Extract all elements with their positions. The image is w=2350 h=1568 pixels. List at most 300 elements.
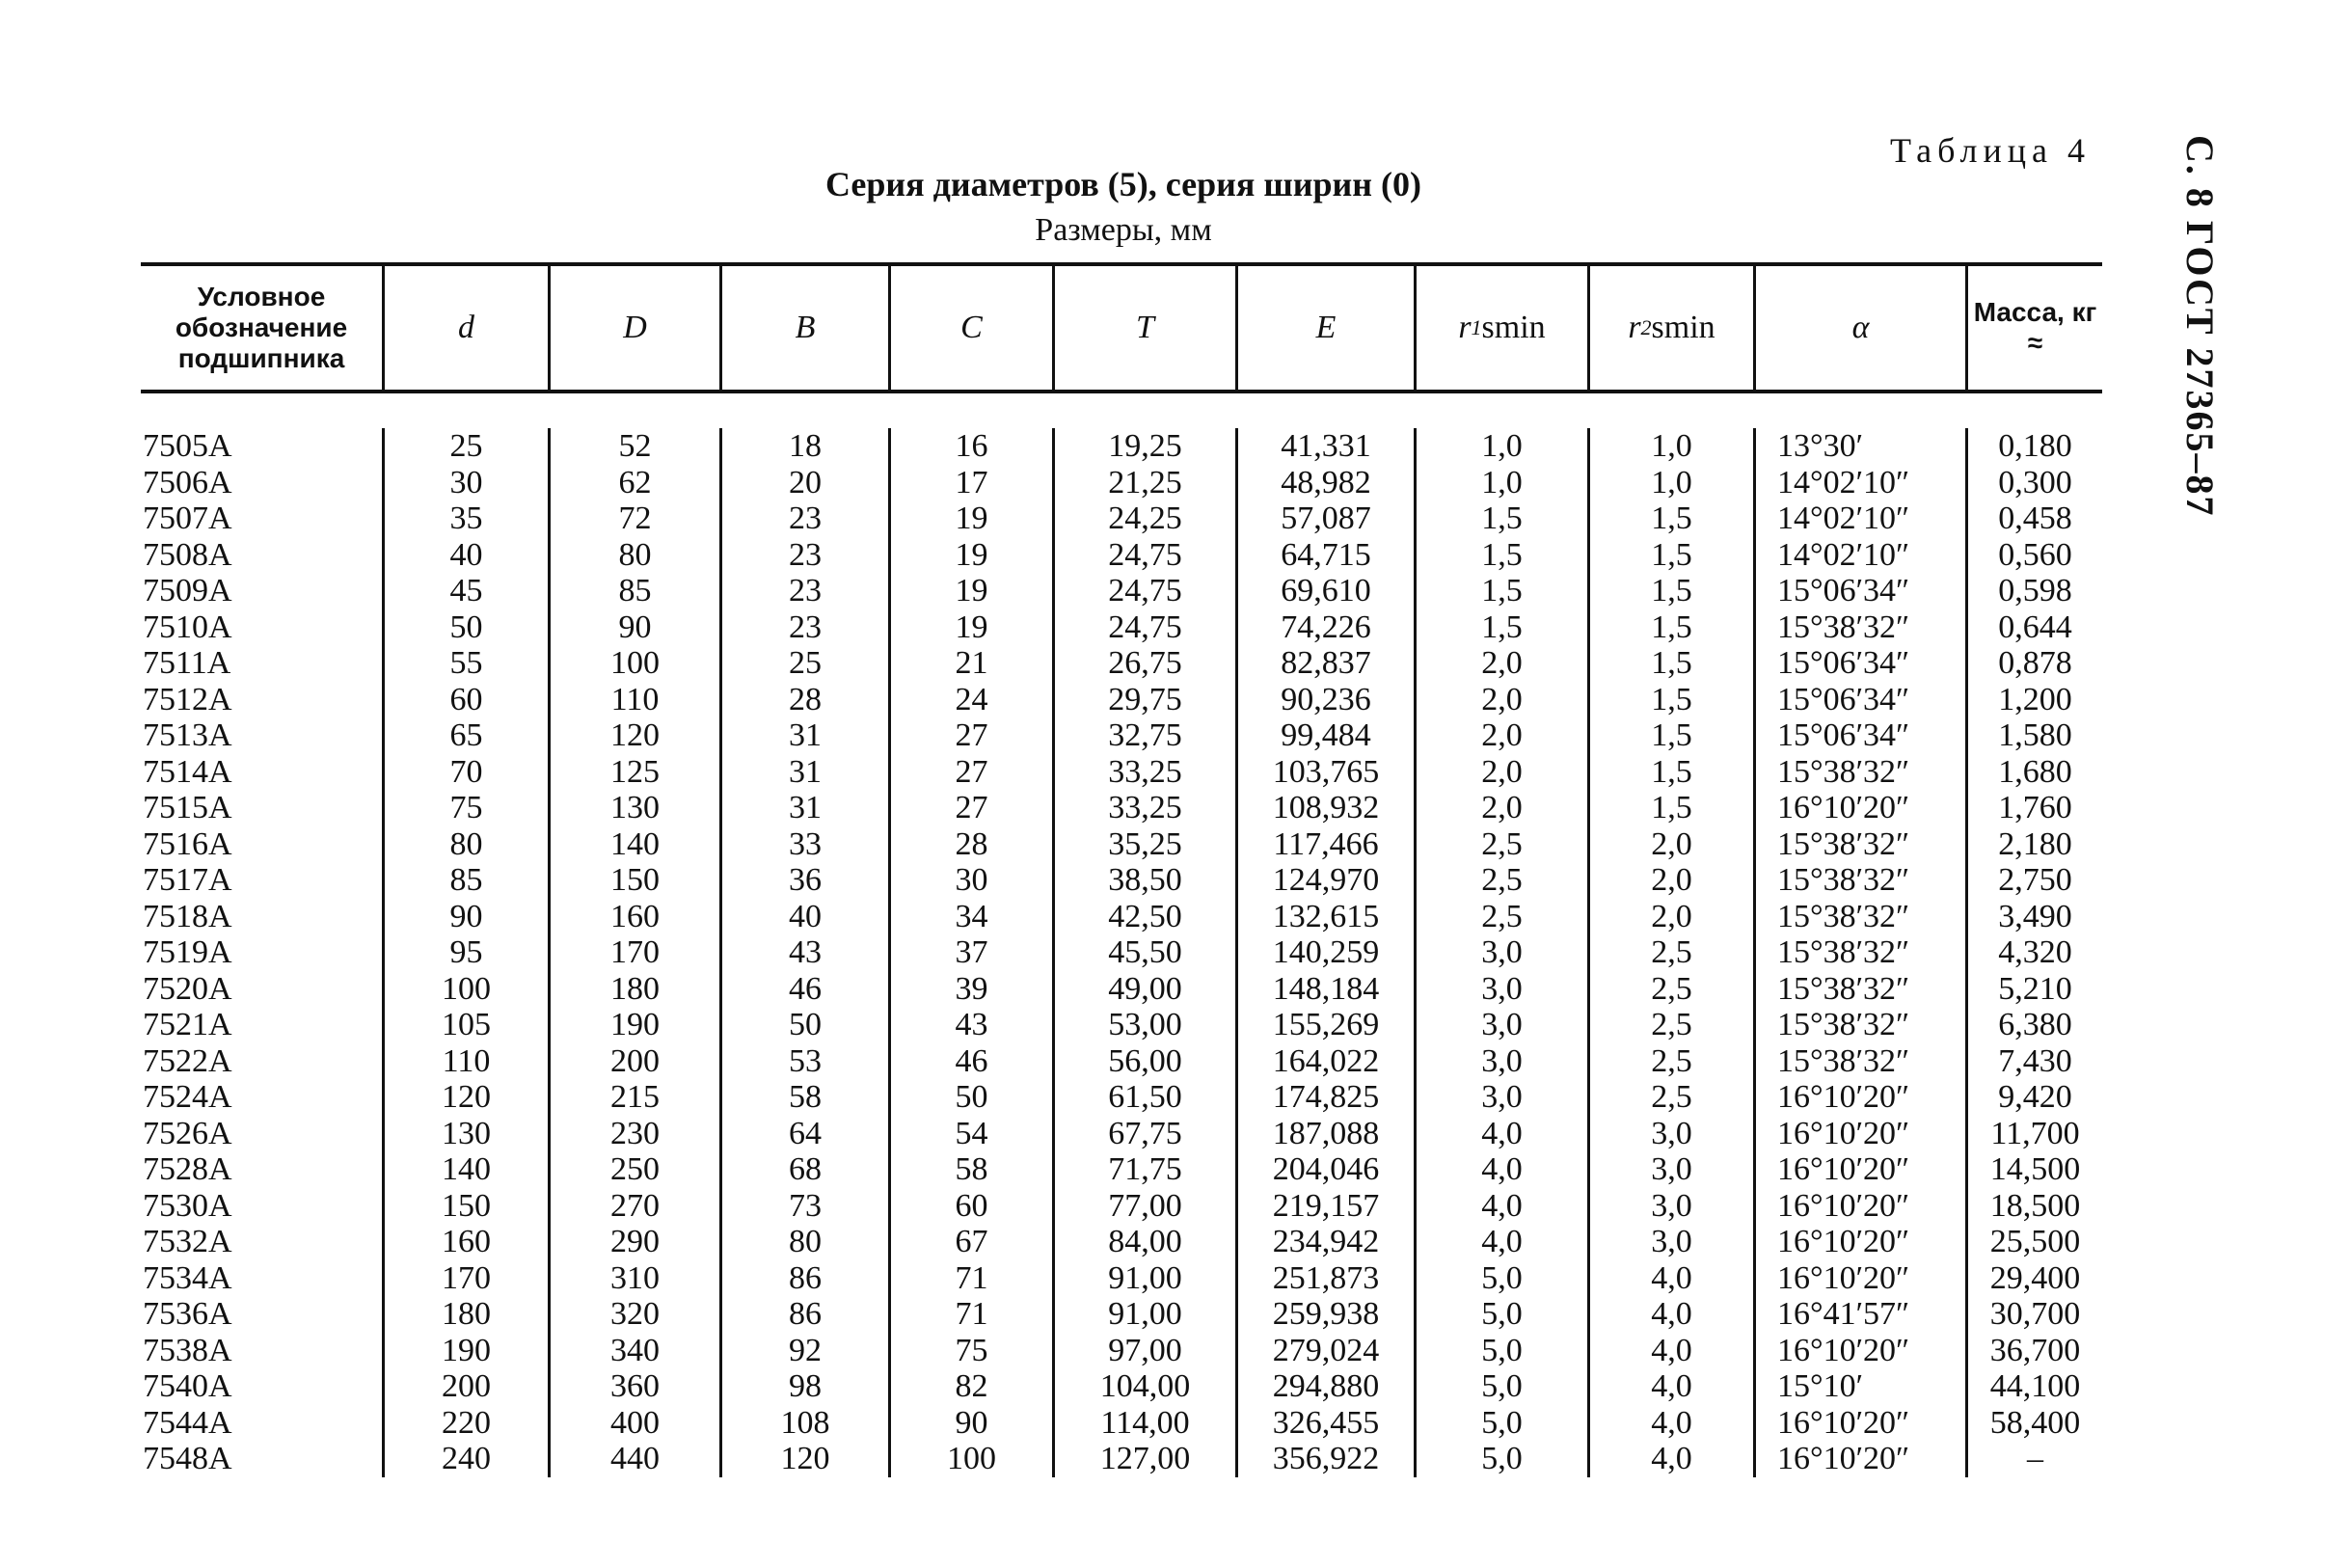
table-cell-D: 160 [610,898,660,934]
table-cell-D: 80 [618,536,652,573]
table-cell-D: 215 [610,1079,660,1115]
table-cell-d: 130 [442,1115,491,1151]
table-cell-r2: 4,0 [1651,1441,1692,1476]
table-cell-d: 120 [442,1079,491,1115]
table-cell-r2: 1,0 [1651,428,1692,464]
table-cell-r1: 3,0 [1481,1079,1523,1115]
column-designation [141,428,382,1477]
table-cell-mass: 0,458 [1998,500,2072,536]
table-cell-d: 45 [449,573,483,608]
table-cell-T: 38,50 [1108,862,1182,898]
table-cell-C: 60 [955,1187,988,1224]
table-cell-D: 100 [610,645,660,681]
table-cell-mass: 2,750 [1998,862,2072,898]
table-cell-r1: 1,5 [1481,608,1523,645]
table-cell-T: 26,75 [1108,645,1182,681]
table-cell-r1: 3,0 [1481,1042,1523,1079]
table-cell-designation: 7515А [143,790,232,825]
table-cell-D: 440 [610,1441,660,1476]
table-cell-T: 33,25 [1108,790,1182,825]
table-cell-E: 234,942 [1272,1224,1380,1259]
table-cell-alpha: 15°06′34″ [1777,681,1910,717]
table-cell-alpha: 14°02′10″ [1777,536,1910,573]
table-cell-C: 30 [955,862,988,898]
table-cell-B: 31 [789,717,822,753]
table-cell-E: 57,087 [1281,500,1371,536]
table-cell-D: 320 [610,1296,660,1332]
table-cell-C: 100 [947,1441,996,1476]
table-cell-B: 20 [789,464,822,500]
table-cell-d: 90 [449,898,483,934]
table-cell-alpha: 15°38′32″ [1777,753,1910,790]
table-cell-d: 110 [442,1042,491,1079]
table-cell-r2: 4,0 [1651,1368,1692,1404]
table-cell-r2: 3,0 [1651,1151,1692,1187]
table-cell-B: 23 [789,500,822,536]
table-cell-alpha: 16°10′20″ [1777,1079,1910,1115]
table-cell-designation: 7516А [143,825,232,862]
table-cell-r1: 1,0 [1481,464,1523,500]
table-cell-D: 340 [610,1332,660,1368]
table-cell-designation: 7530А [143,1187,232,1224]
table-cell-designation: 7528А [143,1151,232,1187]
table-header-row [141,266,2102,393]
table-cell-T: 24,25 [1108,500,1182,536]
table-cell-d: 55 [449,645,483,681]
table-cell-E: 155,269 [1272,1007,1380,1042]
table-cell-T: 24,75 [1108,608,1182,645]
table-cell-r1: 3,0 [1481,970,1523,1007]
table-cell-r2: 2,0 [1651,825,1692,862]
table-cell-E: 69,610 [1281,573,1371,608]
table-cell-T: 91,00 [1108,1296,1182,1332]
table-cell-E: 82,837 [1281,645,1371,681]
table-cell-D: 52 [618,428,652,464]
table-cell-r2: 1,5 [1651,717,1692,753]
header-C: C [888,266,1052,390]
table-cell-r2: 2,5 [1651,934,1692,970]
table-cell-B: 98 [789,1368,822,1404]
table-cell-designation: 7517А [143,862,232,898]
table-cell-B: 23 [789,573,822,608]
table-cell-mass: 0,878 [1998,645,2072,681]
table-cell-T: 45,50 [1108,934,1182,970]
table-cell-d: 140 [442,1151,491,1187]
table-cell-D: 85 [618,573,652,608]
table-cell-C: 27 [955,717,988,753]
table-cell-C: 27 [955,753,988,790]
table-cell-designation: 7518А [143,898,232,934]
table-cell-E: 64,715 [1281,536,1371,573]
table-cell-mass: 7,430 [1998,1042,2072,1079]
table-cell-r2: 1,5 [1651,645,1692,681]
table-cell-D: 360 [610,1368,660,1404]
table-cell-E: 187,088 [1272,1115,1380,1151]
table-cell-r1: 3,0 [1481,934,1523,970]
table-cell-r1: 5,0 [1481,1332,1523,1368]
table-cell-mass: 6,380 [1998,1007,2072,1042]
table-cell-r2: 2,5 [1651,970,1692,1007]
column-mass [1965,428,2102,1477]
table-cell-alpha: 16°10′20″ [1777,1115,1910,1151]
table-cell-designation: 7505А [143,428,232,464]
table-cell-E: 124,970 [1272,862,1380,898]
table-cell-mass: 0,180 [1998,428,2072,464]
table-cell-r1: 1,0 [1481,428,1523,464]
table-cell-d: 200 [442,1368,491,1404]
table-cell-D: 62 [618,464,652,500]
table-cell-r1: 4,0 [1481,1224,1523,1259]
table-cell-r2: 2,0 [1651,862,1692,898]
table-cell-r1: 5,0 [1481,1296,1523,1332]
header-B: B [719,266,888,390]
table-cell-B: 23 [789,536,822,573]
table-cell-D: 72 [618,500,652,536]
table-cell-designation: 7511А [143,645,231,681]
table-cell-designation: 7506А [143,464,232,500]
table-cell-C: 34 [955,898,988,934]
table-cell-mass: 11,700 [1990,1115,2080,1151]
table-cell-alpha: 16°10′20″ [1777,1224,1910,1259]
table-cell-r1: 2,5 [1481,825,1523,862]
table-cell-d: 160 [442,1224,491,1259]
table-cell-C: 46 [955,1042,988,1079]
table-cell-d: 75 [449,790,483,825]
table-cell-alpha: 15°38′32″ [1777,970,1910,1007]
table-cell-r2: 3,0 [1651,1115,1692,1151]
table-cell-T: 21,25 [1108,464,1182,500]
table-cell-E: 108,932 [1272,790,1380,825]
table-cell-D: 140 [610,825,660,862]
bearing-dimensions-table [141,262,2102,1477]
table-cell-mass: 30,700 [1989,1296,2081,1332]
table-cell-C: 27 [955,790,988,825]
table-cell-d: 25 [449,428,483,464]
table-cell-d: 30 [449,464,483,500]
table-cell-D: 150 [610,862,660,898]
table-cell-alpha: 16°10′20″ [1777,1151,1910,1187]
table-cell-mass: 2,180 [1998,825,2072,862]
table-cell-C: 21 [955,645,988,681]
table-cell-D: 170 [610,934,660,970]
table-cell-designation: 7520А [143,970,232,1007]
page-side-header: С. 8 ГОСТ 27365–87 [2178,135,2222,518]
table-cell-alpha: 15°38′32″ [1777,825,1910,862]
table-cell-mass: 1,580 [1998,717,2072,753]
table-cell-alpha: 15°38′32″ [1777,898,1910,934]
table-cell-d: 60 [449,681,483,717]
table-cell-C: 54 [955,1115,988,1151]
table-cell-alpha: 15°38′32″ [1777,934,1910,970]
table-cell-T: 42,50 [1108,898,1182,934]
table-cell-B: 73 [789,1187,822,1224]
table-cell-alpha: 15°06′34″ [1777,645,1910,681]
table-cell-D: 125 [610,753,660,790]
table-cell-T: 61,50 [1108,1079,1182,1115]
header-r2-letter: r [1628,310,1641,345]
table-cell-C: 19 [955,500,988,536]
header-designation: Условное обозначение подшипника [175,281,348,374]
table-cell-r1: 1,5 [1481,536,1523,573]
table-cell-alpha: 16°10′20″ [1777,790,1910,825]
table-cell-mass: 44,100 [1989,1368,2081,1404]
table-cell-C: 71 [955,1259,988,1296]
table-cell-D: 130 [610,790,660,825]
header-r2smin [1587,266,1753,390]
table-cell-designation: 7507А [143,500,232,536]
table-cell-C: 43 [955,1007,988,1042]
table-cell-B: 36 [789,862,822,898]
table-cell-B: 120 [780,1441,830,1476]
table-cell-T: 24,75 [1108,573,1182,608]
table-cell-mass: 1,680 [1998,753,2072,790]
table-cell-designation: 7534А [143,1259,232,1296]
table-cell-alpha: 14°02′10″ [1777,500,1910,536]
table-cell-d: 95 [449,934,483,970]
table-cell-mass: 29,400 [1989,1259,2081,1296]
table-cell-alpha: 16°10′20″ [1777,1332,1910,1368]
table-cell-T: 114,00 [1100,1404,1190,1441]
table-cell-D: 180 [610,970,660,1007]
table-cell-alpha: 15°38′32″ [1777,862,1910,898]
table-cell-r1: 2,5 [1481,898,1523,934]
table-cell-alpha: 16°10′20″ [1777,1404,1910,1441]
table-cell-alpha: 13°30′ [1777,428,1864,464]
table-cell-r2: 1,5 [1651,536,1692,573]
table-cell-designation: 7526А [143,1115,232,1151]
table-cell-T: 104,00 [1099,1368,1191,1404]
table-cell-designation: 7538А [143,1332,232,1368]
column-r1smin [1414,428,1587,1477]
table-cell-E: 132,615 [1272,898,1380,934]
table-cell-mass: 0,598 [1998,573,2072,608]
table-cell-mass: 36,700 [1989,1332,2081,1368]
table-cell-E: 219,157 [1272,1187,1380,1224]
table-cell-D: 90 [618,608,652,645]
column-T [1052,428,1235,1477]
table-cell-C: 71 [955,1296,988,1332]
column-r2smin [1587,428,1753,1477]
table-cell-B: 31 [789,753,822,790]
table-cell-E: 90,236 [1281,681,1371,717]
table-cell-r1: 2,0 [1481,681,1523,717]
table-cell-T: 97,00 [1108,1332,1182,1368]
table-cell-d: 85 [449,862,483,898]
table-cell-E: 259,938 [1272,1296,1380,1332]
table-cell-C: 39 [955,970,988,1007]
table-cell-C: 19 [955,573,988,608]
table-cell-r2: 2,5 [1651,1007,1692,1042]
table-cell-alpha: 15°38′32″ [1777,1007,1910,1042]
table-cell-alpha: 16°10′20″ [1777,1187,1910,1224]
table-cell-r2: 2,5 [1651,1079,1692,1115]
table-cell-E: 164,022 [1272,1042,1380,1079]
table-cell-E: 174,825 [1272,1079,1380,1115]
table-cell-alpha: 16°41′57″ [1777,1296,1910,1332]
table-cell-B: 18 [789,428,822,464]
table-cell-T: 56,00 [1108,1042,1182,1079]
table-cell-T: 19,25 [1108,428,1182,464]
table-cell-T: 33,25 [1108,753,1182,790]
table-cell-B: 53 [789,1042,822,1079]
table-cell-designation: 7509А [143,573,232,608]
table-cell-B: 58 [789,1079,822,1115]
table-cell-mass: 1,200 [1998,681,2072,717]
table-cell-r2: 1,5 [1651,500,1692,536]
table-cell-C: 37 [955,934,988,970]
table-cell-mass: 9,420 [1998,1079,2072,1115]
table-cell-B: 46 [789,970,822,1007]
column-D [548,428,719,1477]
table-cell-mass: 0,644 [1998,608,2072,645]
table-cell-alpha: 15°10′ [1777,1368,1864,1404]
table-cell-B: 50 [789,1007,822,1042]
table-cell-C: 16 [955,428,988,464]
table-cell-T: 32,75 [1108,717,1182,753]
table-cell-r1: 5,0 [1481,1259,1523,1296]
table-cell-mass: 5,210 [1998,970,2072,1007]
table-cell-E: 41,331 [1281,428,1371,464]
table-cell-designation: 7548А [143,1441,232,1476]
table-cell-r2: 1,5 [1651,790,1692,825]
table-cell-B: 23 [789,608,822,645]
table-cell-B: 80 [789,1224,822,1259]
table-cell-designation: 7521А [143,1007,232,1042]
table-cell-C: 17 [955,464,988,500]
table-cell-E: 204,046 [1272,1151,1380,1187]
table-cell-r1: 5,0 [1481,1404,1523,1441]
table-cell-d: 35 [449,500,483,536]
table-cell-D: 310 [610,1259,660,1296]
table-cell-T: 77,00 [1108,1187,1182,1224]
table-cell-E: 326,455 [1272,1404,1380,1441]
table-cell-r2: 1,5 [1651,608,1692,645]
table-cell-r1: 1,5 [1481,573,1523,608]
table-subtitle: Размеры, мм [1035,212,1212,248]
table-cell-d: 150 [442,1187,491,1224]
table-cell-mass: 14,500 [1989,1151,2081,1187]
table-cell-T: 91,00 [1108,1259,1182,1296]
table-cell-D: 110 [610,681,660,717]
table-cell-D: 120 [610,717,660,753]
table-cell-d: 80 [449,825,483,862]
table-cell-d: 65 [449,717,483,753]
table-cell-D: 200 [610,1042,660,1079]
table-cell-E: 117,466 [1273,825,1379,862]
table-cell-r1: 4,0 [1481,1151,1523,1187]
table-cell-r2: 4,0 [1651,1332,1692,1368]
table-cell-r1: 2,0 [1481,753,1523,790]
table-cell-designation: 7512А [143,681,232,717]
table-cell-B: 86 [789,1296,822,1332]
table-cell-D: 270 [610,1187,660,1224]
table-cell-E: 99,484 [1281,717,1371,753]
header-D: D [548,266,719,390]
table-cell-E: 148,184 [1272,970,1380,1007]
table-cell-C: 58 [955,1151,988,1187]
table-cell-T: 67,75 [1108,1115,1182,1151]
table-cell-r2: 1,5 [1651,681,1692,717]
table-cell-d: 100 [442,970,491,1007]
table-cell-C: 19 [955,536,988,573]
table-cell-C: 75 [955,1332,988,1368]
table-cell-designation: 7524А [143,1079,232,1115]
table-cell-designation: 7519А [143,934,232,970]
table-cell-alpha: 15°38′32″ [1777,608,1910,645]
table-cell-C: 67 [955,1224,988,1259]
table-cell-r1: 1,5 [1481,500,1523,536]
table-cell-mass: 4,320 [1998,934,2072,970]
table-cell-E: 103,765 [1272,753,1380,790]
table-cell-T: 53,00 [1108,1007,1182,1042]
table-cell-D: 290 [610,1224,660,1259]
table-cell-E: 48,982 [1281,464,1371,500]
table-cell-C: 82 [955,1368,988,1404]
table-cell-D: 230 [610,1115,660,1151]
table-title: Серия диаметров (5), серия ширин (0) [824,165,1422,203]
table-cell-r2: 3,0 [1651,1187,1692,1224]
table-cell-d: 240 [442,1441,491,1476]
table-cell-B: 108 [780,1404,830,1441]
table-cell-C: 24 [955,681,988,717]
header-r1-suffix: smin [1481,310,1546,345]
table-cell-D: 250 [610,1151,660,1187]
table-cell-mass: 58,400 [1989,1404,2081,1441]
table-cell-designation: 7536А [143,1296,232,1332]
table-cell-r2: 4,0 [1651,1259,1692,1296]
table-cell-r1: 5,0 [1481,1441,1523,1476]
table-cell-r2: 2,0 [1651,898,1692,934]
table-cell-r1: 5,0 [1481,1368,1523,1404]
table-cell-T: 35,25 [1108,825,1182,862]
header-E: E [1235,266,1414,390]
table-cell-mass: 3,490 [1998,898,2072,934]
header-r1smin [1414,266,1587,390]
table-cell-C: 50 [955,1079,988,1115]
table-cell-T: 29,75 [1108,681,1182,717]
table-number-label: Таблица 4 [1890,131,2091,170]
table-cell-designation: 7522А [143,1042,232,1079]
table-cell-r2: 3,0 [1651,1224,1692,1259]
table-cell-designation: 7544А [143,1404,232,1441]
table-cell-B: 33 [789,825,822,862]
table-cell-d: 105 [442,1007,491,1042]
table-cell-E: 356,922 [1272,1441,1380,1476]
table-cell-r1: 4,0 [1481,1115,1523,1151]
table-cell-mass: – [2027,1441,2043,1476]
table-cell-E: 74,226 [1281,608,1371,645]
table-cell-r2: 1,5 [1651,573,1692,608]
header-r1-sub: 1 [1471,315,1482,339]
table-cell-B: 28 [789,681,822,717]
table-cell-r1: 2,0 [1481,790,1523,825]
table-cell-r2: 1,0 [1651,464,1692,500]
column-d [382,428,548,1477]
table-cell-C: 28 [955,825,988,862]
table-cell-r1: 2,0 [1481,645,1523,681]
table-cell-C: 19 [955,608,988,645]
table-cell-E: 294,880 [1272,1368,1380,1404]
table-cell-T: 84,00 [1108,1224,1182,1259]
column-E [1235,428,1414,1477]
column-C [888,428,1052,1477]
table-cell-E: 140,259 [1272,934,1380,970]
table-cell-D: 400 [610,1404,660,1441]
table-cell-B: 64 [789,1115,822,1151]
table-cell-r2: 1,5 [1651,753,1692,790]
header-mass: Масса, кг ≈ [1965,266,2102,390]
table-cell-r1: 2,5 [1481,862,1523,898]
